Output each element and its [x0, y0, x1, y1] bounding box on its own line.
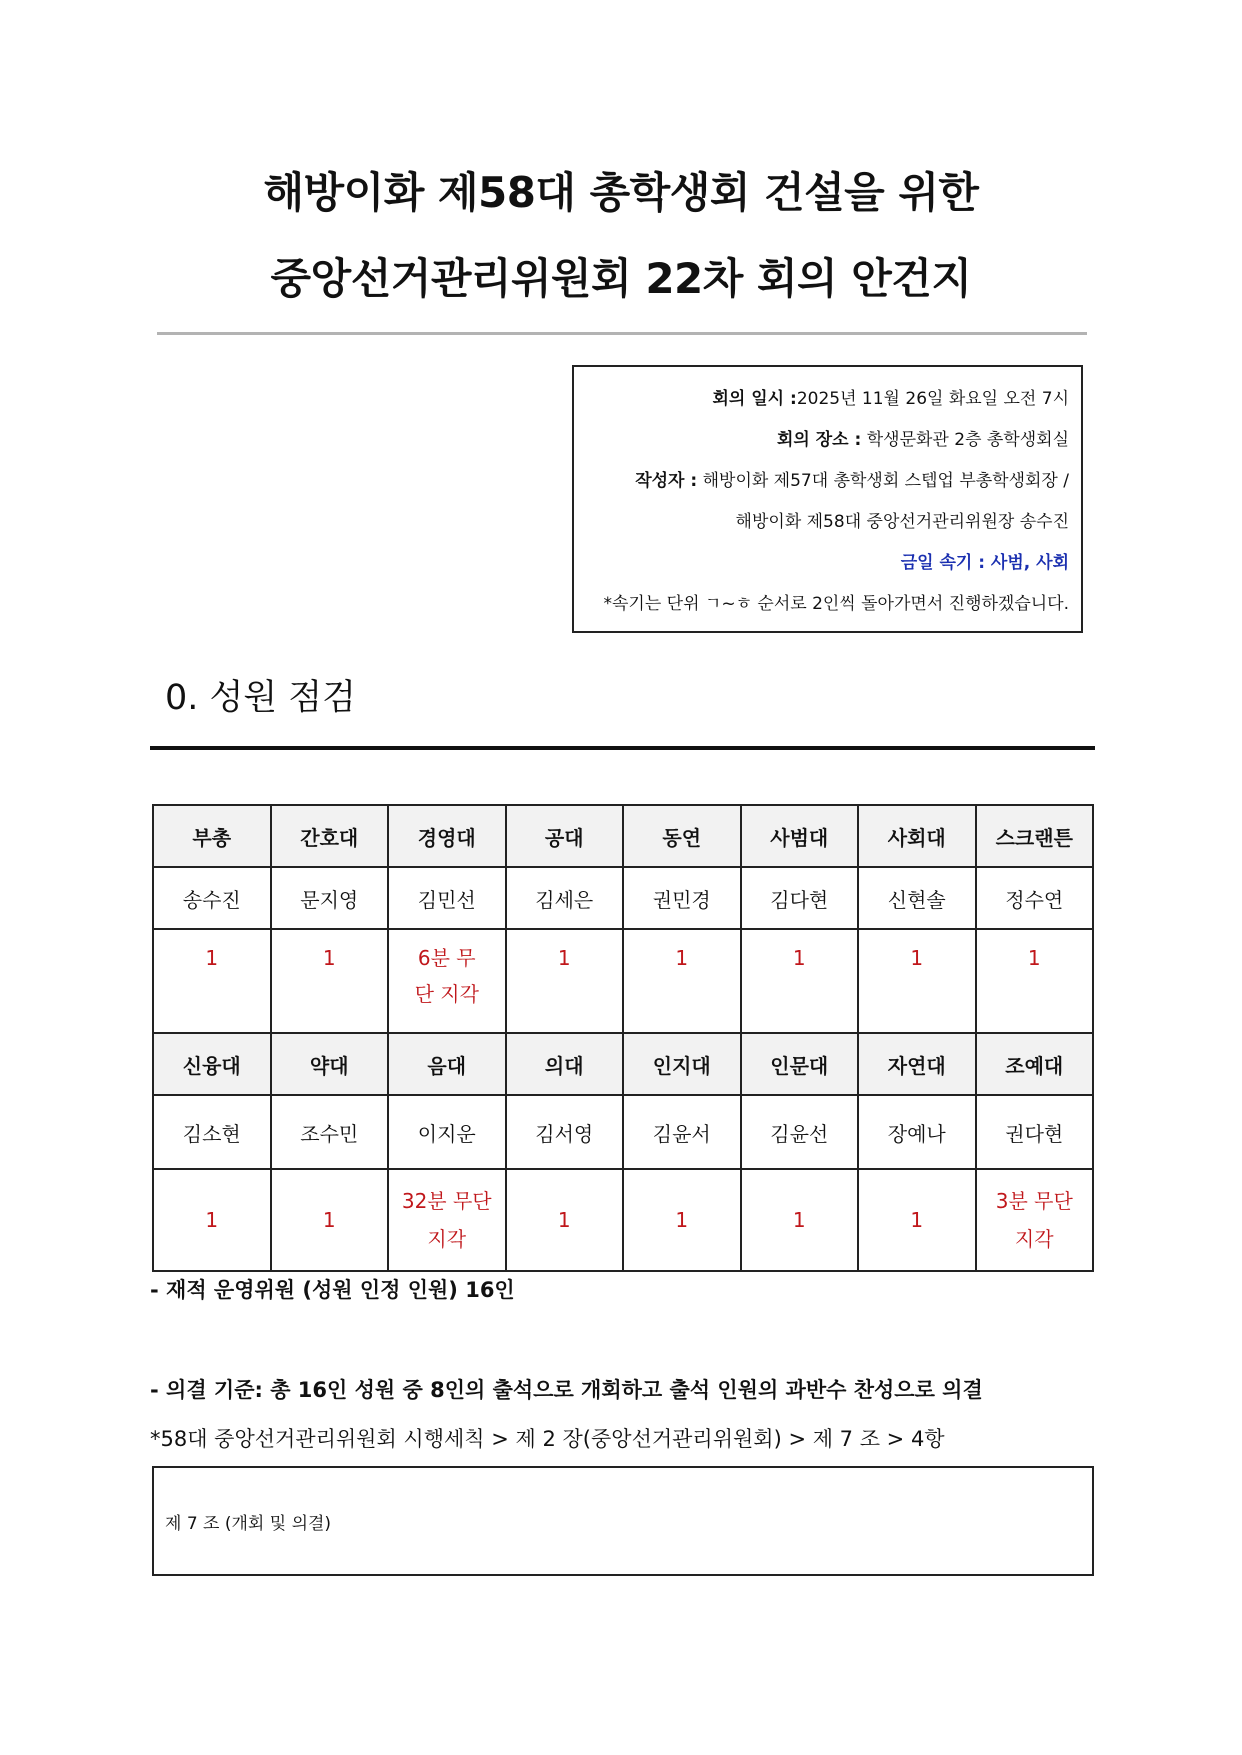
unit-cell: 의대	[506, 1033, 624, 1095]
unit-header-row	[153, 805, 1093, 867]
unit-header-row	[153, 1033, 1093, 1095]
name-row	[153, 867, 1093, 929]
unit-cell: 경영대	[388, 805, 506, 867]
meeting-author	[586, 461, 1069, 502]
status-cell: 32분 무단 지각	[388, 1169, 506, 1271]
name-cell: 김서영	[506, 1095, 624, 1169]
name-cell: 권민경	[623, 867, 741, 929]
unit-cell: 사회대	[858, 805, 976, 867]
rule-box	[152, 1466, 1094, 1576]
unit-cell: 스크랜튼	[976, 805, 1094, 867]
unit-cell: 약대	[271, 1033, 389, 1095]
unit-cell: 동연	[623, 805, 741, 867]
section-divider	[150, 746, 1095, 750]
unit-cell: 공대	[506, 805, 624, 867]
meeting-author-value-2: 해방이화 제58대 중앙선거관리위원장 송수진	[735, 512, 1069, 532]
meeting-place-label: 회의 장소 :	[777, 430, 862, 450]
meeting-shorthand: 금일 속기 : 사범, 사회	[900, 553, 1069, 573]
meeting-place	[586, 420, 1069, 461]
unit-cell: 인지대	[623, 1033, 741, 1095]
name-cell: 김윤선	[741, 1095, 859, 1169]
title-divider	[157, 332, 1087, 335]
document-title-line1: 해방이화 제58대 총학생회 건설을 위한	[263, 168, 979, 217]
name-cell: 송수진	[153, 867, 271, 929]
unit-cell: 인문대	[741, 1033, 859, 1095]
meeting-author-value-1: 해방이화 제57대 총학생회 스텝업 부총학생회장 /	[702, 471, 1069, 491]
criteria-note: - 의결 기준: 총 16인 성원 중 8인의 출석으로 개회하고 출석 인원의 과반수 찬성으로 의결	[150, 1378, 983, 1402]
name-cell: 장예나	[858, 1095, 976, 1169]
name-cell: 이지운	[388, 1095, 506, 1169]
status-cell: 1	[858, 1169, 976, 1271]
unit-cell: 신융대	[153, 1033, 271, 1095]
name-row	[153, 1095, 1093, 1169]
status-row	[153, 929, 1093, 1033]
unit-cell: 사범대	[741, 805, 859, 867]
unit-cell: 음대	[388, 1033, 506, 1095]
meeting-date	[586, 379, 1069, 420]
status-cell: 1	[506, 1169, 624, 1271]
meeting-date-value: 2025년 11월 26일 화요일 오전 7시	[796, 389, 1069, 409]
unit-cell: 간호대	[271, 805, 389, 867]
unit-cell: 조예대	[976, 1033, 1094, 1095]
document-title-line2: 중앙선거관리위원회 22차 회의 안건지	[270, 254, 972, 303]
attendance-table	[152, 804, 1094, 1272]
name-cell: 김민선	[388, 867, 506, 929]
meeting-author-label: 작성자 :	[635, 471, 698, 491]
unit-cell: 자연대	[858, 1033, 976, 1095]
status-cell: 1	[858, 929, 976, 1033]
status-cell: 6분 무단 지각	[388, 929, 506, 1033]
status-cell: 1	[741, 1169, 859, 1271]
status-cell: 1	[153, 1169, 271, 1271]
name-cell: 김소현	[153, 1095, 271, 1169]
status-cell: 1	[153, 929, 271, 1033]
status-cell: 1	[623, 1169, 741, 1271]
status-cell: 1	[741, 929, 859, 1033]
name-cell: 김세은	[506, 867, 624, 929]
meeting-info-box	[572, 365, 1083, 633]
status-cell: 1	[976, 929, 1094, 1033]
name-cell: 김윤서	[623, 1095, 741, 1169]
section-heading-attendance: 0. 성원 점검	[165, 678, 356, 718]
rule-box-text: 제 7 조 (개회 및 의결)	[165, 1513, 332, 1534]
name-cell: 권다현	[976, 1095, 1094, 1169]
status-cell: 1	[506, 929, 624, 1033]
name-cell: 정수연	[976, 867, 1094, 929]
meeting-date-label: 회의 일시 :	[712, 389, 797, 409]
status-cell: 1	[271, 929, 389, 1033]
name-cell: 조수민	[271, 1095, 389, 1169]
quorum-note: - 재적 운영위원 (성원 인정 인원) 16인	[150, 1278, 515, 1302]
name-cell: 김다현	[741, 867, 859, 929]
reference-note: *58대 중앙선거관리위원회 시행세칙 > 제 2 장(중앙선거관리위원회) > 제 7 조 > 4항	[150, 1427, 945, 1451]
name-cell: 문지영	[271, 867, 389, 929]
status-row	[153, 1169, 1093, 1271]
status-cell: 1	[623, 929, 741, 1033]
unit-cell: 부총	[153, 805, 271, 867]
meeting-place-value: 학생문화관 2층 총학생회실	[866, 430, 1069, 450]
meeting-shorthand-note: *속기는 단위 ㄱ~ㅎ 순서로 2인씩 돌아가면서 진행하겠습니다.	[603, 594, 1069, 614]
name-cell: 신현솔	[858, 867, 976, 929]
status-cell: 1	[271, 1169, 389, 1271]
status-cell: 3분 무단 지각	[976, 1169, 1094, 1271]
